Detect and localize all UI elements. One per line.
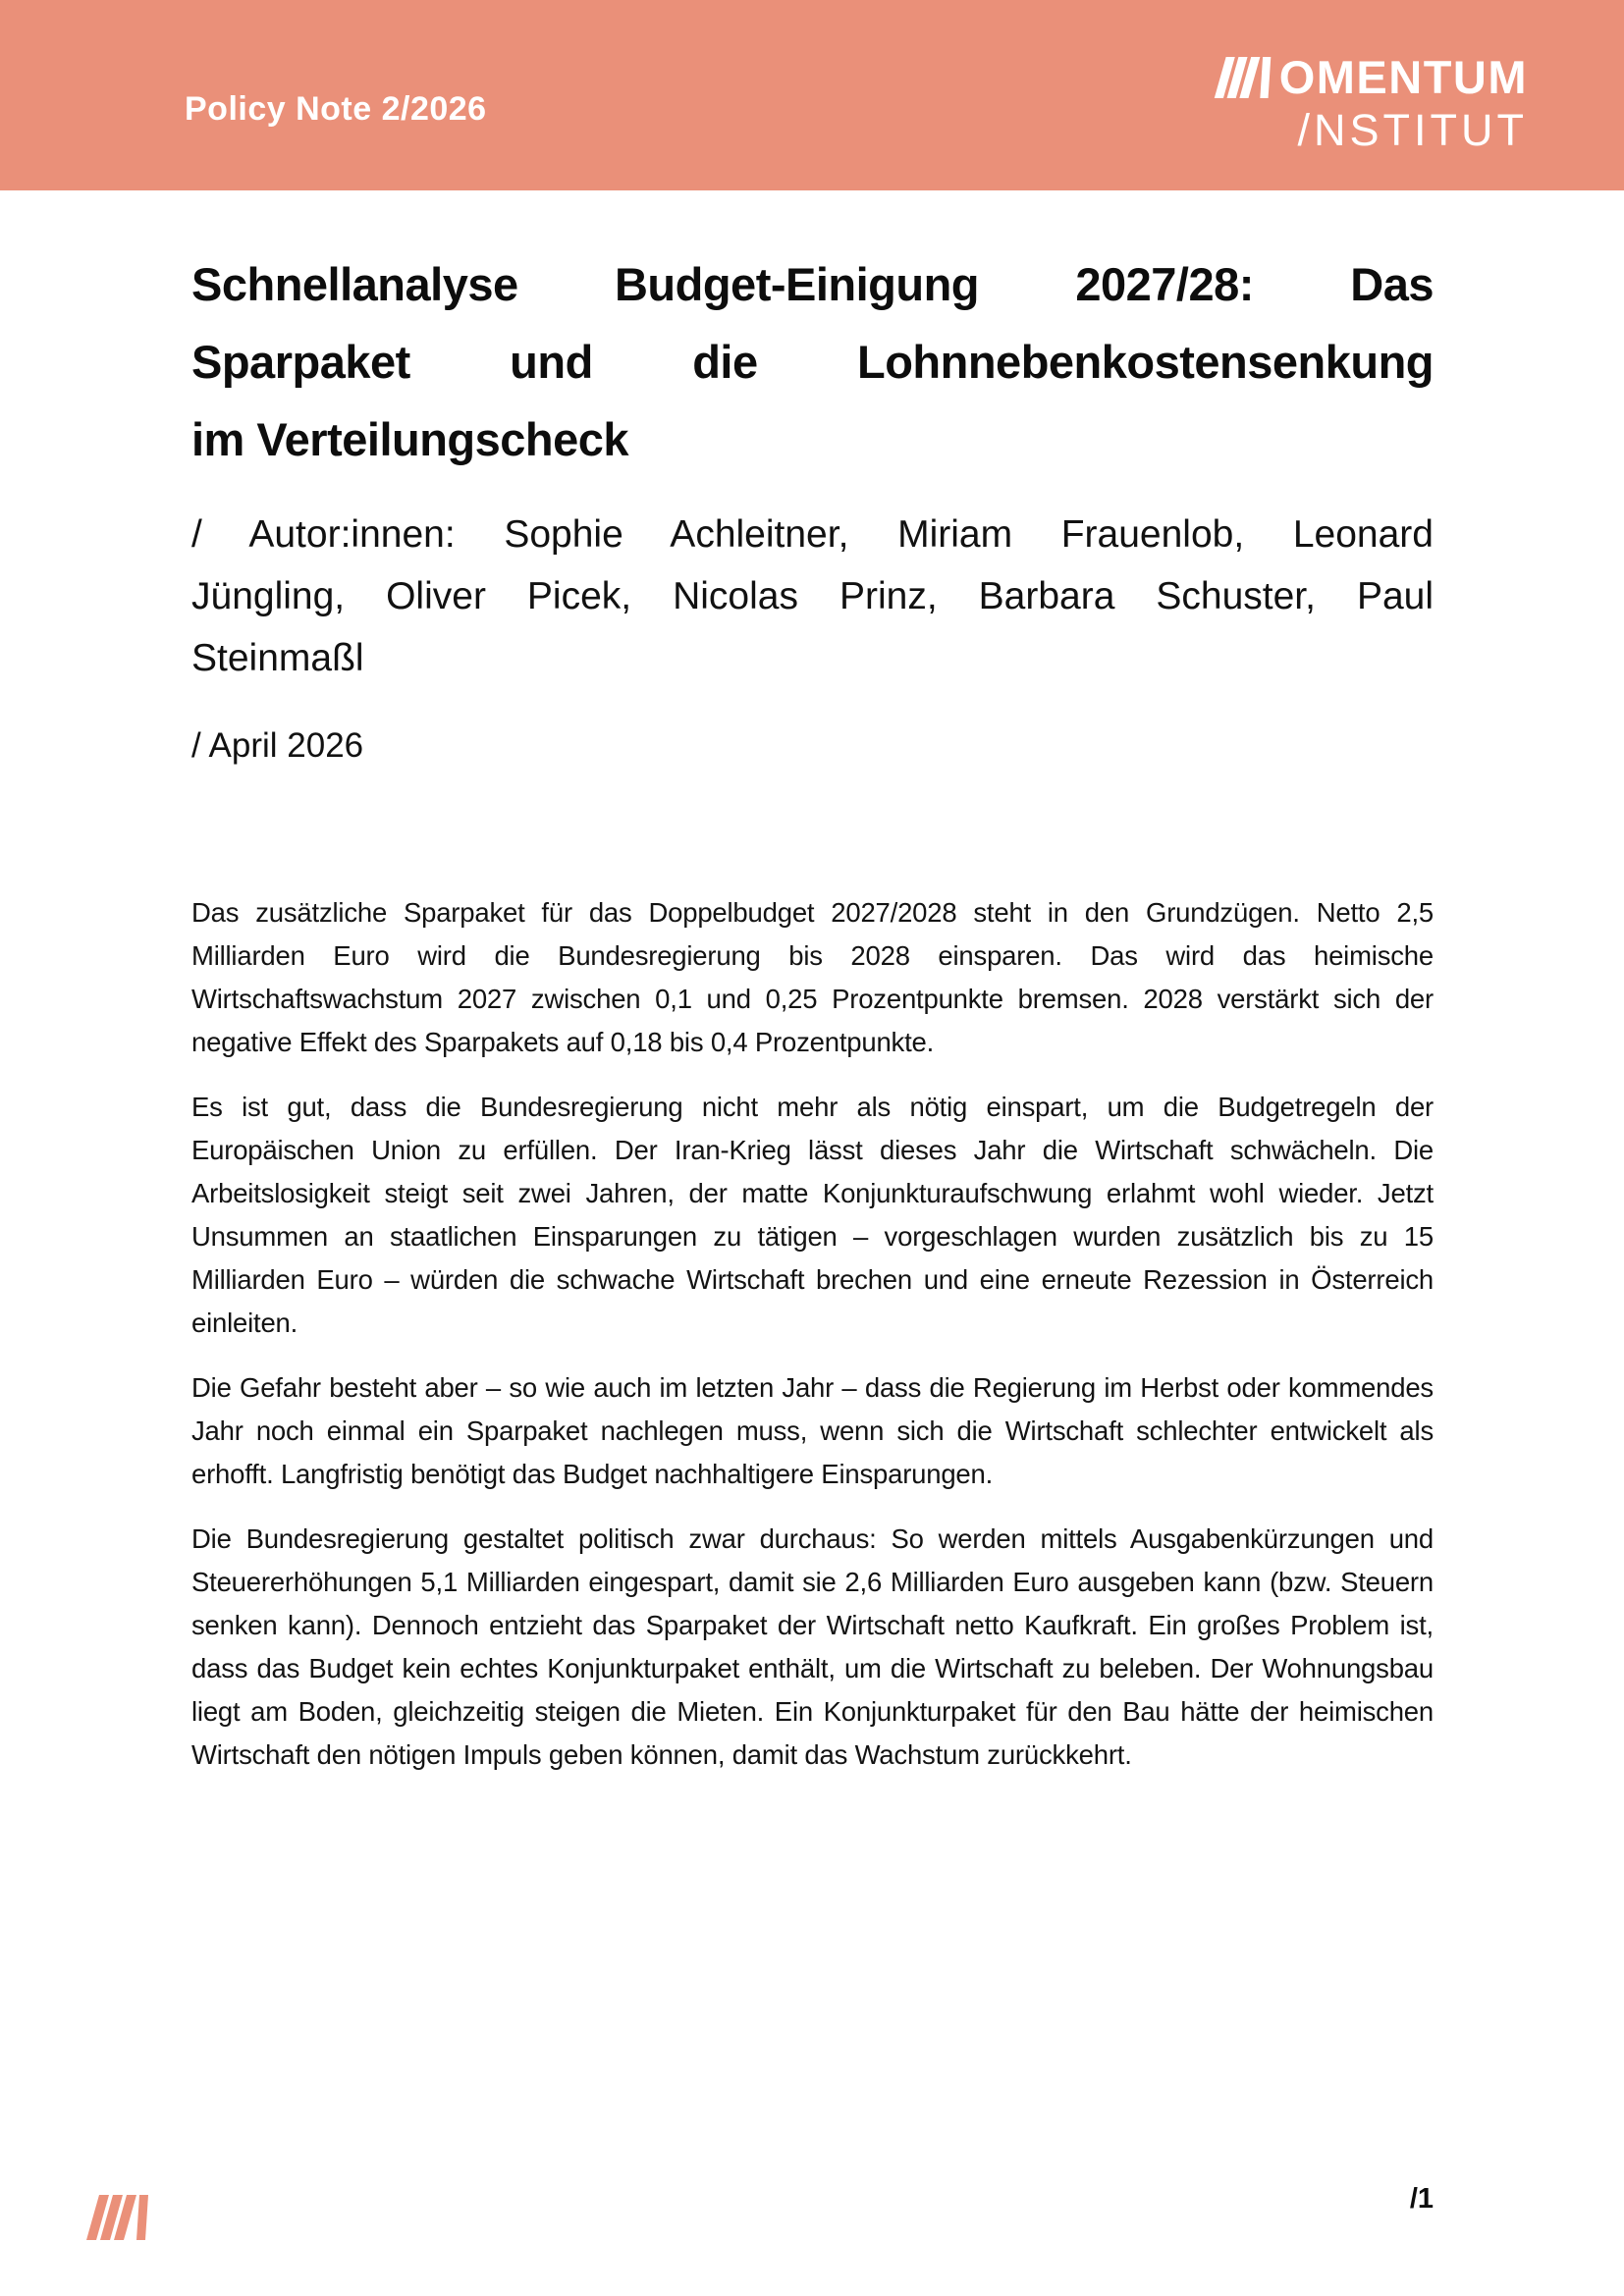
paragraph: Es ist gut, dass die Bundesregierung nicht mehr als nötig einspart, um die Budgetregeln der Europäischen Union zu erfüllen. Der Iran-Krieg lässt dieses Jahr die Wirtschaft schwächeln. Die Arbeitslosigkeit steigt seit zwei Jahren, der matte Konjunkturaufschwung erlahmt wohl wieder. Jetzt Unsummen an staatlichen Einsparungen zu tätigen – vorgeschlagen wurden zusätzlich bis zu 15 Milliarden Euro – würden die schwache Wirtschaft brechen und eine erneute Rezession in Österreich einleiten. xyxy=(191,1092,1434,1338)
authors-line: / Autor:innen: Sophie Achleitner, Miriam Frauenlob, Leonard xyxy=(191,513,1434,556)
policy-note-label: Policy Note 2/2026 xyxy=(185,89,487,128)
page-title xyxy=(191,245,1434,478)
logo-momentum-text: OMENTUM xyxy=(1278,51,1528,103)
page-number: /1 xyxy=(1409,2183,1434,2215)
header-band xyxy=(0,0,1624,190)
publication-date: / April 2026 xyxy=(191,726,364,765)
authors-line: Jüngling, Oliver Picek, Nicolas Prinz, Barbara Schuster, Paul xyxy=(191,575,1434,617)
authors-block xyxy=(191,504,1434,689)
momentum-m-icon xyxy=(1212,57,1274,98)
title-line: im Verteilungscheck xyxy=(191,413,629,465)
logo-institut-text: /NSTITUT xyxy=(1297,105,1528,155)
logo-line-momentum xyxy=(1212,51,1528,103)
authors-line: Steinmaßl xyxy=(191,637,364,679)
title-line: Sparpaket und die Lohnnebenkostensenkung xyxy=(191,336,1434,388)
momentum-institut-logo xyxy=(1212,51,1528,155)
paragraph: Die Bundesregierung gestaltet politisch zwar durchaus: So werden mittels Ausgabenkürzungen und Steuererhöhungen 5,1 Milliarden eingespart, damit sie 2,6 Milliarden Euro ausgeben kann (bzw. Steuern senken kann). Dennoch entzieht das Sparpaket der Wirtschaft netto Kaufkraft. Ein großes Problem ist, dass das Budget kein echtes Konjunkturpaket enthält, um die Wirtschaft zu beleben. Der Wohnungsbau liegt am Boden, gleichzeitig steigen die Mieten. Ein Konjunkturpaket für den Bau hätte der heimischen Wirtschaft den nötigen Impuls geben können, damit das Wachstum zurückkehrt. xyxy=(191,1523,1434,1770)
body-text xyxy=(191,891,1434,1777)
momentum-m-icon xyxy=(86,2190,149,2245)
paragraph: Die Gefahr besteht aber – so wie auch im letzten Jahr – dass die Regierung im Herbst oder kommendes Jahr noch einmal ein Sparpaket nachlegen muss, wenn sich die Wirtschaft schlechter entwickelt als erhofft. Langfristig benötigt das Budget nachhaltigere Einsparungen. xyxy=(191,1372,1434,1489)
title-line: Schnellanalyse Budget-Einigung 2027/28: Das xyxy=(191,258,1434,310)
paragraph: Das zusätzliche Sparpaket für das Doppelbudget 2027/2028 steht in den Grundzügen. Netto 2,5 Milliarden Euro wird die Bundesregierung bis 2028 einsparen. Das wird das heimische Wirtschaftswachstum 2027 zwischen 0,1 und 0,25 Prozentpunkte bremsen. 2028 verstärkt sich der negative Effekt des Sparpakets auf 0,18 bis 0,4 Prozentpunkte. xyxy=(191,897,1434,1057)
document-content xyxy=(0,245,1624,1777)
